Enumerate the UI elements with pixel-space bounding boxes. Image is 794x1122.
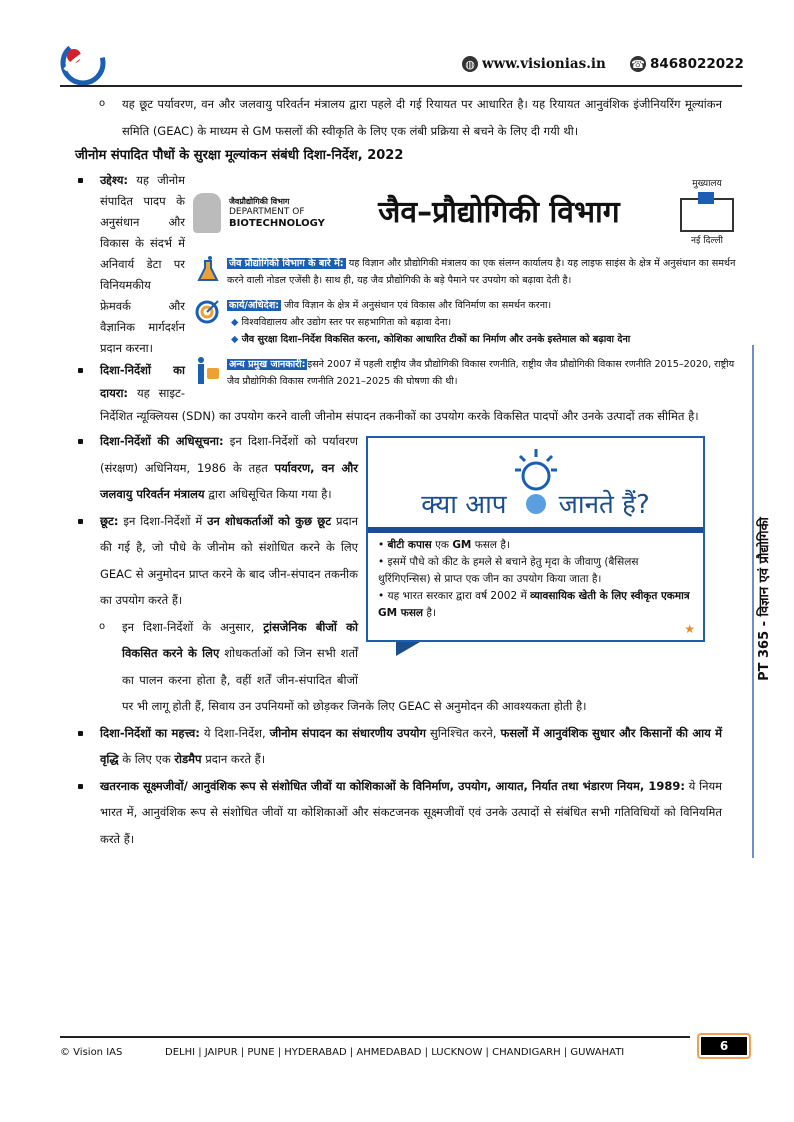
- exemption-sub-paragraph: [75, 614, 722, 720]
- footer-copyright: © Vision IAS: [60, 1047, 123, 1058]
- scope-text-start: यह: [128, 386, 150, 400]
- callout-item: • इसमें पौधे को कीट के हमले से बचाने हेतु मृदा के जीवाणु (बैसिलस थुरिंगिएन्सिस) से प्राप्त एक जीन का उपयोग किया जाता है।: [378, 556, 639, 585]
- rules-1989-paragraph: [75, 773, 722, 853]
- bold-text: व्यावसायिक खेती के लिए स्वीकृत एकमात्र GM फसल: [378, 590, 690, 619]
- intro-text: यह छूट पर्यावरण, वन और जलवायु परिवर्तन मंत्रालय द्वारा पहले दी गई रियायत पर आधारित है। यह रियायत आनुवंशिक इंजीनियरिंग मूल्यांकन समिति (GEAC) के माध्यम से GM फसलों की स्वीकृति के लिए एक लंबी प्रक्रिया से बचने के लिए दी गयी थी।: [122, 97, 722, 138]
- text: इसमें पौधे को कीट के हमले से बचाने हेतु मृदा के जीवाणु (बैसिलस थुरिंगिएन्सिस) से प्राप्त एक जीन का उपयोग किया जाता है।: [378, 556, 639, 585]
- intro-paragraph: [75, 91, 722, 144]
- objective-label: उद्देश्य:: [100, 173, 129, 187]
- text: शोधकर्ताओं को जिन सभी शर्तों का पालन करना होता है, वहीं शर्तें जीन-संपादित बीजों पर भी लागू होती हैं, सिवाय: [122, 646, 358, 713]
- star-icon: ★: [684, 622, 695, 636]
- dept-en-line1: DEPARTMENT OF: [229, 207, 305, 217]
- bullet-marker: [78, 519, 83, 524]
- bullet-marker: [78, 731, 83, 736]
- bold-text: GM: [452, 539, 472, 551]
- other-text: इसने 2007 में पहली राष्ट्रीय जैव प्रौद्योगिकी विकास रणनीति, राष्ट्रीय जैव प्रौद्योगिकी विकास रणनीति 2015–2020, राष्ट्रीय जैव प्रौद्योगिकी विकास रणनीति 2021–2025 की घोषणा की थी।: [227, 359, 735, 387]
- exemption-sub-continued: उन उपनियमों को छोड़कर जिनके लिए GEAC से अनुमोदन की आवश्यकता होती है।: [238, 699, 587, 713]
- importance-label: दिशा-निर्देशों का महत्त्व:: [100, 725, 200, 740]
- notification-paragraph: [75, 428, 722, 508]
- mandate-item-text: जैव सुरक्षा दिशा–निर्देश विकसित करना, कोशिका आधारित टीकों का निर्माण और उनके इस्तेमाल को बढ़ावा देना: [241, 334, 631, 345]
- footer-divider: [60, 1036, 690, 1038]
- other-tag: अन्य प्रमुख जानकारी:: [229, 359, 306, 370]
- globe-icon: ◍: [462, 56, 478, 72]
- footer-cities: DELHI | JAIPUR | PUNE | HYDERABAD | AHMEDABAD | LUCKNOW | CHANDIGARH | GUWAHATI: [165, 1047, 625, 1058]
- callout-item: • यह भारत सरकार द्वारा वर्ष 2002 में व्यावसायिक खेती के लिए स्वीकृत एकमात्र GM फसल है।: [378, 590, 690, 619]
- bold-text: पर्यावरण, वन और जलवायु परिवर्तन मंत्रालय: [100, 460, 358, 501]
- text: प्रदान करते हैं।: [201, 752, 266, 766]
- exemption-label: छूट:: [100, 513, 119, 528]
- text: इन दिशा-निर्देशों के अनुसार,: [122, 619, 264, 634]
- text: एक: [431, 539, 453, 551]
- text: फसल है।: [471, 539, 510, 551]
- text: यह भारत सरकार द्वारा वर्ष 2002 में: [387, 590, 531, 602]
- text: इन दिशा-निर्देशों में: [118, 513, 208, 528]
- importance-paragraph: [75, 720, 722, 773]
- page-number: 6: [701, 1037, 747, 1055]
- header-divider: [60, 85, 742, 87]
- callout-title-left: क्या आप: [421, 490, 507, 520]
- diamond-bullet-icon: ◆: [231, 334, 242, 345]
- scope-label: दिशा-निर्देशों का दायरा:: [100, 363, 185, 400]
- hq-top: मुख्यालय: [692, 179, 722, 189]
- phone-number: [630, 56, 744, 72]
- sub-bullet-marker: o: [99, 620, 106, 632]
- side-section-label: PT 365 - विज्ञान एवं प्रौद्योगिकी: [757, 517, 772, 681]
- banner-title: जैव–प्रौद्योगिकी विभाग: [378, 194, 620, 230]
- section-heading: जीनोम संपादित पौधों के सुरक्षा मूल्यांकन संबंधी दिशा-निर्देश, 2022: [75, 148, 404, 163]
- vision-ias-logo: [60, 40, 106, 86]
- about-text: यह विज्ञान और प्रौद्योगिकी मंत्रालय का एक संलग्न कार्यालय है। यह लाइफ साइंस के क्षेत्र में अनुसंधान का समर्थन करने वाली नोडल एजेंसी है। साथ ही, यह जैव प्रौद्योगिकी के बड़े पैमाने पर उपयोग को बढ़ावा देती है।: [227, 258, 736, 286]
- text: ये दिशा-निर्देश,: [199, 725, 270, 740]
- text: ये नियम भारत में, आनुवंशिक रूप से संशोधित जीवों या कोशिकाओं और संकटजनक सूक्ष्मजीवों एवं उनके उत्पादों से संबंधित सभी गतिविधियों को विनियमित करते हैं।: [100, 778, 723, 846]
- mandate-tag: कार्य/अधिदेश:: [229, 300, 280, 311]
- text: के लिए एक: [118, 752, 175, 766]
- bold-text: बीटी कपास: [387, 539, 432, 551]
- exemption-paragraph: [75, 508, 722, 614]
- phone-text: 8468022022: [650, 56, 744, 72]
- rules-1989-label: खतरनाक सूक्ष्मजीवों/ आनुवंशिक रूप से संशोधित जीवों या कोशिकाओं के विनिर्माण, उपयोग, आयात, निर्यात तथा भंडारण नियम, 1989:: [100, 778, 685, 793]
- sub-bullet-marker: o: [99, 98, 106, 109]
- page-number-badge: [697, 1033, 751, 1059]
- mandate-text: जीव विज्ञान के क्षेत्र में अनुसंधान एवं विकास और विनिर्माण का समर्थन करना।: [281, 300, 552, 311]
- bullet-marker: [78, 178, 83, 183]
- scope-paragraph: [75, 359, 722, 428]
- bold-text: ट्रांसजेनिक बीजों को विकसित करने के लिए: [122, 619, 358, 660]
- dept-en-line2: BIOTECHNOLOGY: [229, 218, 325, 229]
- bullet-marker: [78, 439, 83, 444]
- website-text: www.visionias.in: [482, 56, 606, 72]
- bold-text: उन शोधकर्ताओं को कुछ छूट: [207, 513, 332, 528]
- diamond-bullet-icon: ◆: [231, 317, 242, 328]
- hq-bottom: नई दिल्ली: [691, 236, 723, 246]
- phone-icon: ☎: [631, 57, 645, 71]
- objective-text: यह जीनोम संपादित पादप के अनुसंधान और विकास के संदर्भ में अनिवार्य डेटा पर विनियमकीय फ्रेमवर्क और वैज्ञानिक मार्गदर्शन प्रदान करना।: [100, 173, 185, 355]
- text: द्वारा अधिसूचित किया गया है।: [204, 487, 332, 501]
- main-content: [75, 91, 736, 852]
- about-tag: जैव प्रौद्योगिकी विभाग के बारे में:: [229, 258, 344, 269]
- bold-text: रोडमैप: [174, 752, 202, 766]
- text: इन दिशा-निर्देशों को पर्यावरण (संरक्षण) अधिनियम, 1986 के तहत: [100, 434, 358, 475]
- text: है।: [423, 607, 436, 619]
- scope-text: साइट-निर्देशित न्यूक्लियस (SDN) का उपयोग करने वाली जीनोम संपादन तकनीकों का उपयोग करके विकसित पादपों और उनके उत्पादों तक सीमित है।: [100, 386, 699, 423]
- dept-hindi: जैवप्रौद्योगिकी विभाग: [229, 197, 290, 206]
- bullet-marker: [78, 784, 83, 789]
- website-link[interactable]: [462, 56, 606, 72]
- callout-title-right: जानते हैं?: [558, 490, 650, 520]
- bold-text: फसलों में आनुवंशिक सुधार और किसानों की आय में वृद्धि: [100, 725, 722, 766]
- text: प्रदान की गई है, जो पौधे के जीनोम को संशोधित करने के लिए GEAC से अनुमोदन प्राप्त करने के बाद जीन-संपादन तकनीक का उपयोग करते हैं।: [100, 513, 359, 607]
- notification-label: दिशा-निर्देशों की अधिसूचना:: [100, 434, 224, 448]
- objective-paragraph: [75, 170, 722, 359]
- text: सुनिश्चित करने,: [425, 725, 501, 740]
- mandate-item-text: विश्वविद्यालय और उद्योग स्तर पर सहभागिता को बढ़ावा देना।: [241, 317, 452, 328]
- callout-item: • बीटी कपास एक GM फसल है।: [378, 539, 510, 551]
- bullet-marker: [78, 368, 83, 373]
- bold-text: जीनोम संपादन का संधारणीय उपयोग: [269, 725, 426, 740]
